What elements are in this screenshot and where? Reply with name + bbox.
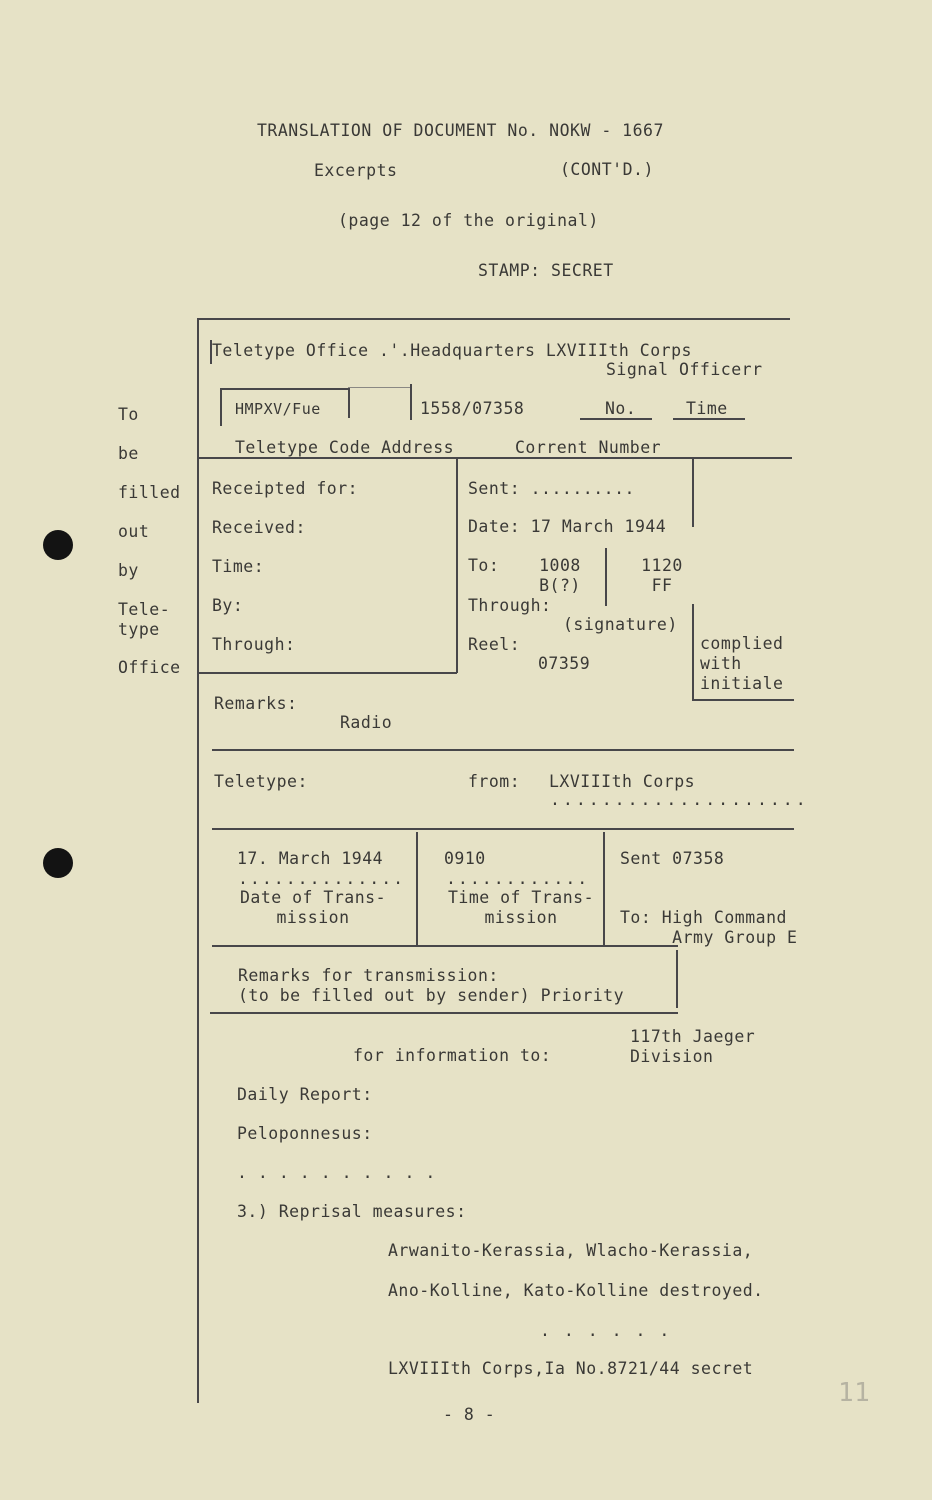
code-box-value: HMPXV/Fue (235, 400, 321, 418)
code-address-label: Teletype Code Address (235, 438, 455, 457)
villages-line-1: Arwanito-Kerassia, Wlacho-Kerassia, (388, 1241, 754, 1260)
trans-time-value: 0910 (444, 849, 486, 868)
reel-label: Reel: (468, 635, 521, 654)
right-col-rule-top (692, 457, 694, 527)
to-recipient: To: High Command Army Group E (620, 908, 798, 947)
receipt-divider (456, 457, 458, 673)
margin-line: be (118, 444, 139, 463)
document-reference: LXVIIIth Corps,Ia No.8721/44 secret (388, 1359, 754, 1378)
form-top-rule (198, 318, 790, 320)
trans-divider-1 (416, 832, 418, 946)
to-value-2: 1120 FF (641, 556, 683, 595)
remarks-bottom-rule (212, 749, 794, 751)
teletype-label: Teletype: (214, 772, 308, 791)
code-address-rule (198, 457, 792, 459)
margin-line: To (118, 405, 139, 424)
remarks-value: Radio (340, 713, 393, 732)
no-label: No. (605, 399, 637, 418)
margin-line: Tele- type (118, 600, 171, 639)
signature: (signature) (563, 615, 678, 634)
remarks-label: Remarks: (214, 694, 298, 713)
corner-mark: 11 (838, 1378, 871, 1408)
receipt-bottom-rule (198, 672, 457, 674)
from-value: LXVIIIth Corps (549, 772, 696, 791)
code-box-right (410, 384, 412, 420)
current-number-value: 1558/07358 (420, 399, 525, 418)
page-reference: (page 12 of the original) (338, 211, 599, 230)
by-label: By: (212, 596, 244, 615)
trans-date-value: 17. March 1944 (237, 849, 384, 868)
to-col-rule (605, 548, 607, 606)
info-label: for information to: (353, 1046, 552, 1065)
peloponnesus-label: Peloponnesus: (237, 1124, 373, 1143)
trans-time-dots: ............ (446, 869, 590, 888)
continued-label: (CONT'D.) (560, 160, 654, 179)
right-col-rule-bottom (692, 604, 694, 700)
margin-line: by (118, 561, 139, 580)
dots-separator-2: . . . . . . (540, 1321, 672, 1340)
through-right-label: Through: (468, 596, 552, 615)
transmission-bottom-rule (212, 945, 678, 947)
remarks-box-right (676, 950, 678, 1008)
sent-number: Sent 07358 (620, 849, 725, 868)
remarks-for-transmission: Remarks for transmission: (to be filled out by sender) Priority (238, 966, 625, 1005)
transmission-top-rule (212, 828, 794, 830)
reel-value: 07359 (538, 654, 591, 673)
current-number-label: Corrent Number (515, 438, 662, 457)
time-field-label: Time: (212, 557, 265, 576)
page-number: - 8 - (443, 1405, 496, 1424)
punch-hole-top (43, 530, 73, 560)
dots-separator-1: .......... (237, 1163, 447, 1182)
complied-note: complied with initiale (700, 634, 784, 693)
to-label: To: (468, 556, 500, 575)
received-label: Received: (212, 518, 306, 537)
trans-date-dots: .............. (238, 869, 406, 888)
receipted-for-label: Receipted for: (212, 479, 359, 498)
sent-label: Sent: .......... (468, 479, 635, 498)
document-title: TRANSLATION OF DOCUMENT No. NOKW - 1667 (257, 121, 664, 140)
code-box-mid (348, 388, 350, 418)
info-recipient: 117th Jaeger Division (630, 1027, 756, 1066)
punch-hole-bottom (43, 848, 73, 878)
margin-line: Office (118, 658, 181, 677)
complied-rule (692, 699, 794, 701)
margin-line: filled (118, 483, 181, 502)
remarks-box-bottom (210, 1012, 678, 1014)
time-label: Time (686, 399, 728, 418)
stamp-secret: STAMP: SECRET (478, 261, 614, 280)
margin-line: out (118, 522, 150, 541)
trans-time-label: Time of Trans- mission (447, 888, 595, 927)
date-line: Date: 17 March 1944 (468, 517, 667, 536)
to-value-1: 1008 B(?) (539, 556, 581, 595)
from-label: from: (468, 772, 521, 791)
office-line: Teletype Office .'.Headquarters LXVIIIth Corps (212, 341, 692, 360)
from-dots: .................... (550, 790, 809, 809)
villages-line-2: Ano-Kolline, Kato-Kolline destroyed. (388, 1281, 764, 1300)
code-box-left (220, 388, 222, 426)
code-box-top-dashed (348, 387, 410, 388)
reprisal-heading: 3.) Reprisal measures: (237, 1202, 467, 1221)
excerpts-label: Excerpts (314, 161, 398, 180)
daily-report-label: Daily Report: (237, 1085, 373, 1104)
through-left-label: Through: (212, 635, 296, 654)
signal-officer: Signal Officerr (606, 360, 763, 379)
trans-date-label: Date of Trans- mission (239, 888, 387, 927)
form-left-rule (197, 318, 199, 1403)
code-box-top (222, 388, 348, 390)
